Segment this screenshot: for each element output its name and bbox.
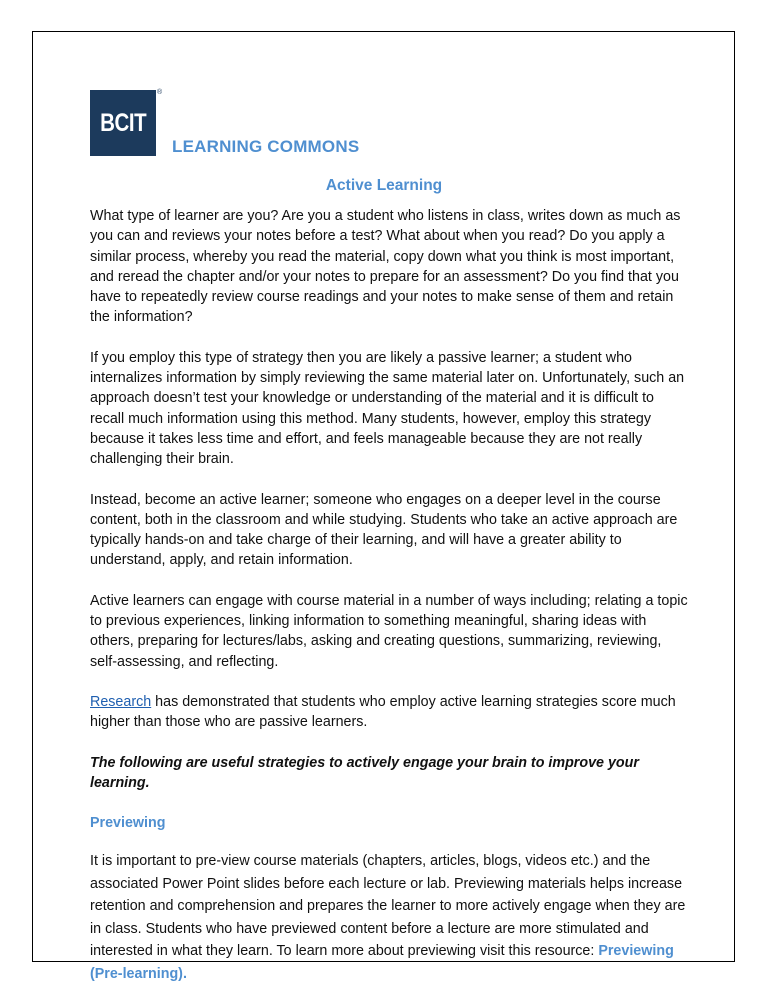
previewing-heading: Previewing <box>90 815 166 832</box>
logo-text: BCIT <box>99 108 147 137</box>
strategies-intro: The following are useful strategies to actively engage your brain to improve your learning. <box>90 754 639 791</box>
research-link[interactable]: Research <box>90 693 152 710</box>
research-text: has demonstrated that students who employ active learning strategies score much higher than those who are passive learners. <box>90 693 676 731</box>
paragraph-research <box>90 692 688 733</box>
paragraph-active: Instead, become an active learner; someone who engages on a deeper level in the course content, both in the classroom and while studying. Students who take an active approach are typically hands-on and take charge of their learning, and will have a greater ability to understand, apply, and retain information. <box>90 491 678 569</box>
registered-mark: ® <box>157 89 163 96</box>
document-body <box>90 206 688 1005</box>
paragraph-previewing <box>90 850 688 985</box>
learning-commons-heading: LEARNING COMMONS <box>172 137 360 156</box>
previewing-text: It is important to pre-view course materials (chapters, articles, blogs, videos etc.) and the associated Power Point slides before each lecture or lab. Previewing materials helps increase retention and comprehension and prepares the learner to more actively engage when they are in class. Students who have previewed content before a lecture are more stimulated and interested in what they learn. To learn more about previewing visit this resource: <box>90 853 686 960</box>
bcit-logo <box>90 90 156 156</box>
paragraph-intro: What type of learner are you? Are you a student who listens in class, writes down as much as you can and reviews your notes before a test? What about when you read? Do you apply a similar process, whereby you read the material, copy down what you think is most important, and reread the chapter and/or your notes to prepare for an assessment? Do you find that you have to repeatedly review course readings and your notes to make sense of them and retain the information? <box>90 208 681 326</box>
paragraph-passive: If you employ this type of strategy then you are likely a passive learner; a student who internalizes information by simply reviewing the same material later on. Unfortunately, such an approach doesn’t test your knowledge or understanding of the material and it is difficult to recall much information using this method. Many students, however, employ this strategy because it takes less time and effort, and feels manageable because they are not really challenging their brain. <box>90 349 685 468</box>
paragraph-engage: Active learners can engage with course material in a number of ways including; relating a topic to previous experiences, linking information to something meaningful, sharing ideas with others, preparing for lectures/labs, asking and creating questions, summarizing, reviewing, self-assessing, and reflecting. <box>90 592 688 670</box>
document-title: Active Learning <box>325 177 443 194</box>
previewing-resource-link[interactable]: Previewing (Pre-learning). <box>90 943 674 982</box>
